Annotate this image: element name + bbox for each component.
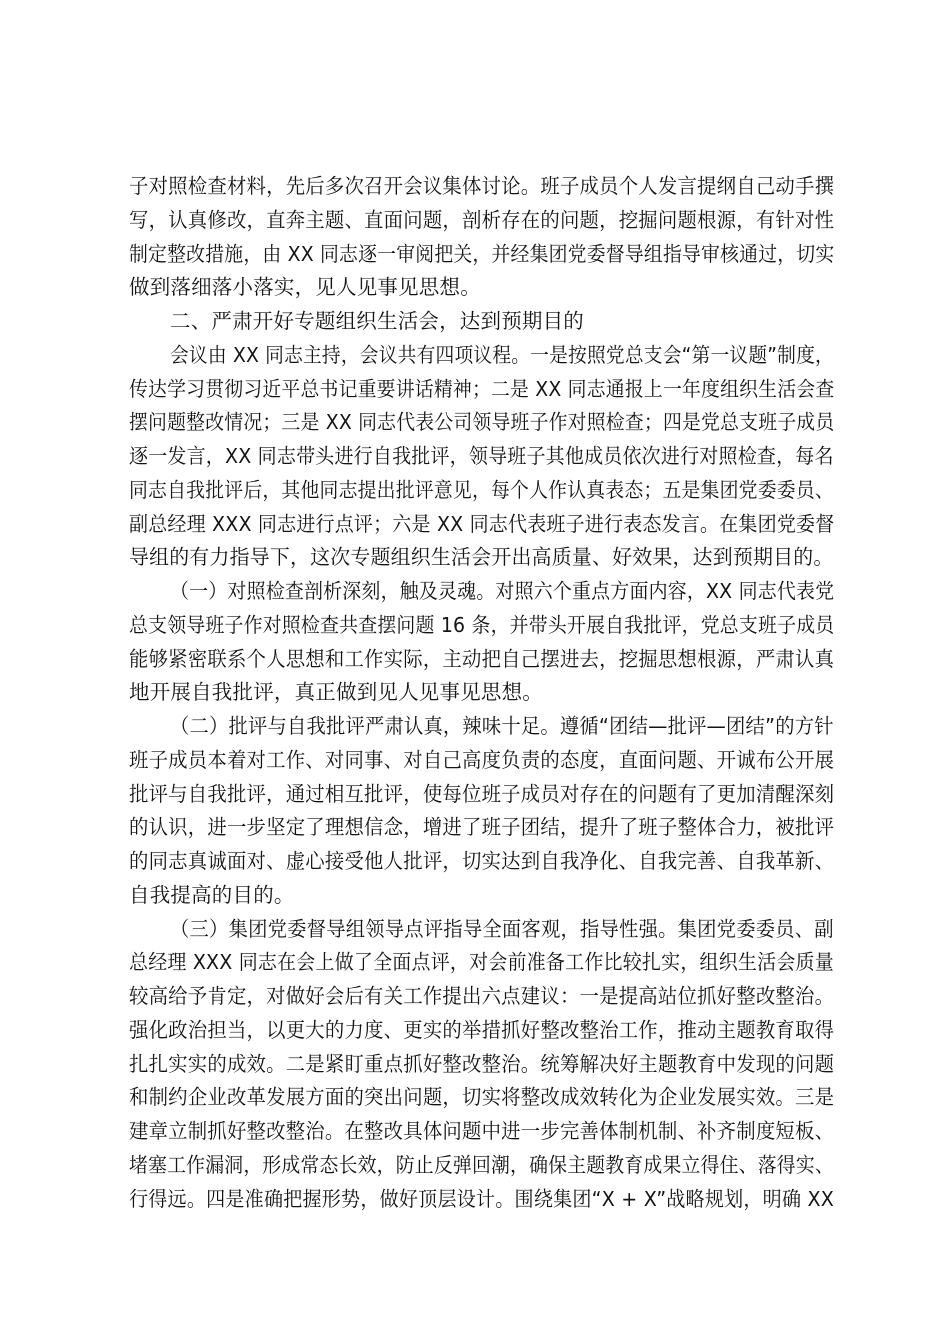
text-line: 地开展自我批评，真正做到见人见事见思想。 (129, 680, 543, 704)
text-line: 的认识，进一步坚定了理想信念，增进了班子团结，提升了班子整体合力，被批评 (129, 815, 835, 839)
text-line: 逐一发言，XX 同志带头进行自我批评，领导班子其他成员依次进行对照检查，每名 (129, 444, 834, 468)
text-line: 制定整改措施，由 XX 同志逐一审阅把关，并经集团党委督导组指导审核通过，切实 (129, 242, 835, 266)
text-line: 较高给予肯定，对做好会后有关工作提出六点建议：一是提高站位抓好整改整治。 (129, 984, 835, 1008)
text-line: 摆问题整改情况；三是 XX 同志代表公司领导班子作对照检查；四是党总支班子成员 (129, 410, 835, 434)
text-line: 做到落细落小落实，见人见事见思想。 (129, 275, 481, 299)
text-line: 自我提高的目的。 (129, 883, 295, 907)
section-heading: 二、严肃开好专题组织生活会，达到预期目的 (170, 309, 584, 333)
text-line: 总经理 XXX 同志在会上做了全面点评，对会前准备工作比较扎实，组织生活会质量 (129, 950, 834, 974)
text-line: 建章立制抓好整改整治。在整改具体问题中进一步完善体制机制、补齐制度短板、 (129, 1119, 835, 1143)
text-line: 同志自我批评后，其他同志提出批评意见，每个人作认真表态；五是集团党委委员、 (129, 478, 834, 502)
text-line: 班子成员本着对工作、对同事、对自己高度负责的态度，直面问题、开诚布公开展 (129, 748, 835, 772)
text-line: 的同志真诚面对、虚心接受他人批评，切实达到自我净化、自我完善、自我革新、 (129, 849, 835, 873)
text-line: 会议由 XX 同志主持，会议共有四项议程。一是按照党总支会“第一议题”制度， (170, 343, 834, 367)
text-line: （三）集团党委督导组领导点评指导全面客观，指导性强。集团党委委员、副 (170, 917, 834, 941)
text-line: 总支领导班子作对照检查共查摆问题 16 条，并带头开展自我批评，党总支班子成员 (129, 613, 835, 637)
text-line: （一）对照检查剖析深刻，触及灵魂。对照六个重点方面内容，XX 同志代表党 (170, 579, 835, 603)
text-line: 传达学习贯彻习近平总书记重要讲话精神；二是 XX 同志通报上一年度组织生活会查 (129, 377, 835, 401)
text-line: 导组的有力指导下，这次专题组织生活会开出高质量、好效果，达到预期目的。 (129, 545, 834, 569)
text-line: 子对照检查材料，先后多次召开会议集体讨论。班子成员个人发言提纲自己动手撰 (129, 174, 835, 198)
text-line: （二）批评与自我批评严肃认真，辣味十足。遵循“团结—批评—团结”的方针 (170, 714, 834, 738)
text-line: 扎扎实实的成效。二是紧盯重点抓好整改整治。统筹解决好主题教育中发现的问题 (129, 1052, 835, 1076)
text-line: 副总经理 XXX 同志进行点评；六是 XX 同志代表班子进行表态发言。在集团党委督 (129, 512, 835, 536)
text-line: 能够紧密联系个人思想和工作实际，主动把自己摆进去，挖掘思想根源，严肃认真 (129, 647, 835, 671)
text-line: 强化政治担当，以更大的力度、更实的举措抓好整改整治工作，推动主题教育取得 (129, 1018, 835, 1042)
text-line: 写，认真修改，直奔主题、直面问题，剖析存在的问题，挖掘问题根源，有针对性 (129, 208, 835, 232)
text-line: 和制约企业改革发展方面的突出问题，切实将整改成效转化为企业发展实效。三是 (129, 1085, 835, 1109)
text-line: 批评与自我批评，通过相互批评，使每位班子成员对存在的问题有了更加清醒深刻 (129, 782, 835, 806)
text-line: 行得远。四是准确把握形势，做好顶层设计。围绕集团“X + X”战略规划，明确 XX (129, 1187, 835, 1211)
text-line: 堵塞工作漏洞，形成常态长效，防止反弹回潮，确保主题教育成果立得住、落得实、 (129, 1153, 834, 1177)
